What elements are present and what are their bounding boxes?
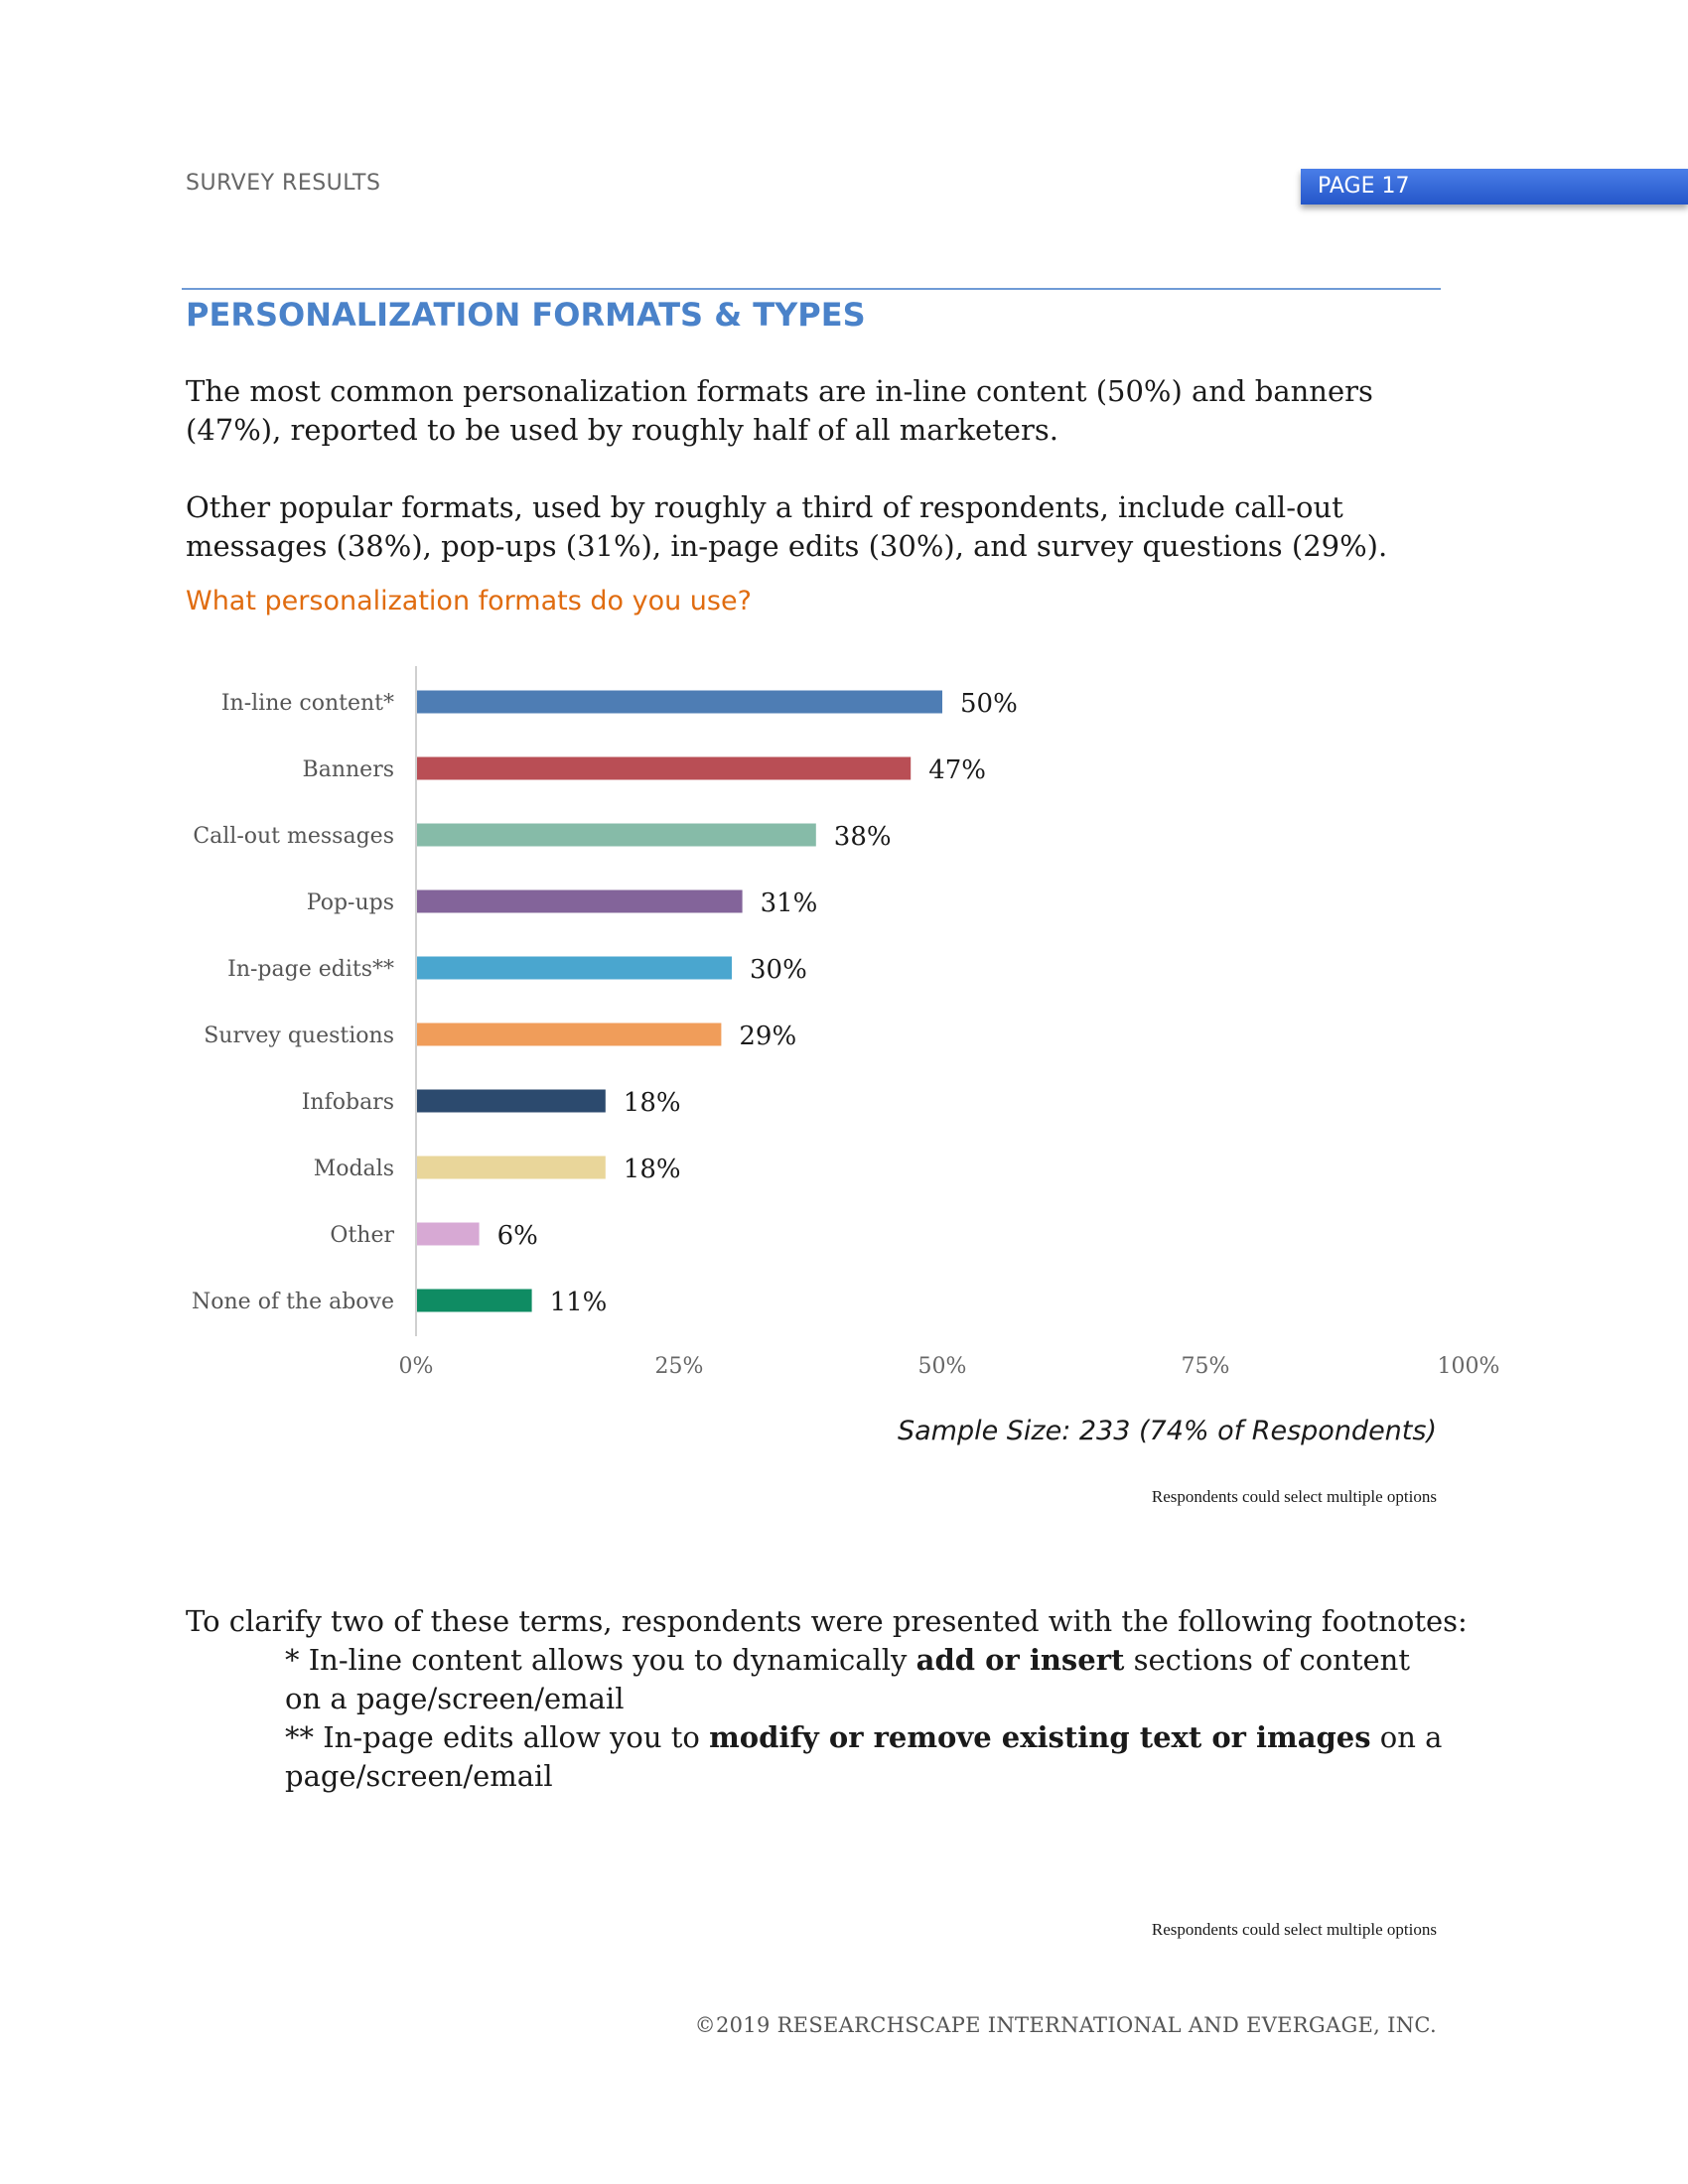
running-header: SURVEY RESULTS — [186, 171, 381, 196]
copyright-footer: ©2019 RESEARCHSCAPE INTERNATIONAL AND EVERGAGE, INC. — [694, 2013, 1437, 2037]
x-tick-label: 25% — [654, 1354, 704, 1379]
bar — [417, 1024, 721, 1046]
bar — [417, 957, 732, 980]
category-label: Survey questions — [204, 1024, 394, 1048]
category-label: Call-out messages — [193, 824, 394, 849]
value-label: 50% — [960, 689, 1018, 719]
intro-paragraph-1: The most common personalization formats are in-line content (50%) and banners (47%), reported to be used by roughly half of all marketers. — [186, 374, 1373, 447]
category-label: Banners — [302, 757, 394, 782]
sample-size-note: Sample Size: 233 (74% of Respondents) — [897, 1416, 1437, 1446]
footnote-2-emphasis: modify or remove existing text or images — [709, 1720, 1371, 1754]
value-label: 18% — [623, 1155, 681, 1184]
category-label: Other — [330, 1223, 394, 1248]
bar — [417, 1090, 606, 1113]
footnote-1-emphasis: add or insert — [915, 1643, 1125, 1677]
bar — [417, 1157, 606, 1179]
category-label: Infobars — [301, 1090, 394, 1115]
category-label: Modals — [313, 1157, 394, 1181]
section-title: PERSONALIZATION FORMATS & TYPES — [186, 296, 866, 334]
category-label: Pop-ups — [306, 890, 394, 915]
category-label: None of the above — [192, 1290, 394, 1314]
x-tick-label: 0% — [398, 1354, 434, 1379]
value-label: 29% — [739, 1022, 797, 1051]
x-tick-label: 100% — [1437, 1354, 1500, 1379]
bar — [417, 890, 743, 913]
footnote-1-text: * In-line content allows you to dynamically — [285, 1643, 916, 1677]
category-label: In-page edits** — [227, 957, 394, 982]
multiple-options-note-2: Respondents could select multiple options — [1151, 1920, 1437, 1939]
value-label: 30% — [750, 955, 807, 985]
multiple-options-note: Respondents could select multiple options — [1151, 1487, 1437, 1506]
value-label: 6% — [496, 1221, 538, 1251]
footnote-2-text-end: on a page/screen/email — [285, 1720, 1443, 1793]
intro-paragraph-2: Other popular formats, used by roughly a third of respondents, include call-out messages (38%), pop-ups (31%), in-page edits (30%), and survey questions (29%). — [186, 490, 1388, 563]
footnote-in-page-edits — [285, 1718, 1447, 1796]
bar — [417, 1223, 480, 1246]
value-label: 47% — [928, 755, 986, 785]
bar — [417, 824, 816, 847]
value-label: 31% — [760, 888, 818, 918]
footnotes-intro: To clarify two of these terms, respondents were presented with the following footnotes: — [186, 1604, 1468, 1638]
footnote-1-text-end: sections of content on a page/screen/email — [285, 1643, 1410, 1715]
value-label: 11% — [549, 1288, 608, 1317]
bar — [417, 691, 942, 714]
x-tick-label: 75% — [1181, 1354, 1230, 1379]
bar — [417, 1290, 532, 1312]
category-label: In-line content* — [220, 691, 394, 716]
footnote-2-text: ** In-page edits allow you to — [285, 1720, 710, 1754]
value-label: 38% — [833, 822, 892, 852]
footnote-inline-content — [285, 1641, 1447, 1718]
bar — [417, 757, 911, 780]
x-tick-label: 50% — [917, 1354, 967, 1379]
page-number-tab: PAGE 17 — [1301, 169, 1688, 205]
chart-question: What personalization formats do you use? — [186, 586, 752, 616]
value-label: 18% — [623, 1088, 681, 1118]
